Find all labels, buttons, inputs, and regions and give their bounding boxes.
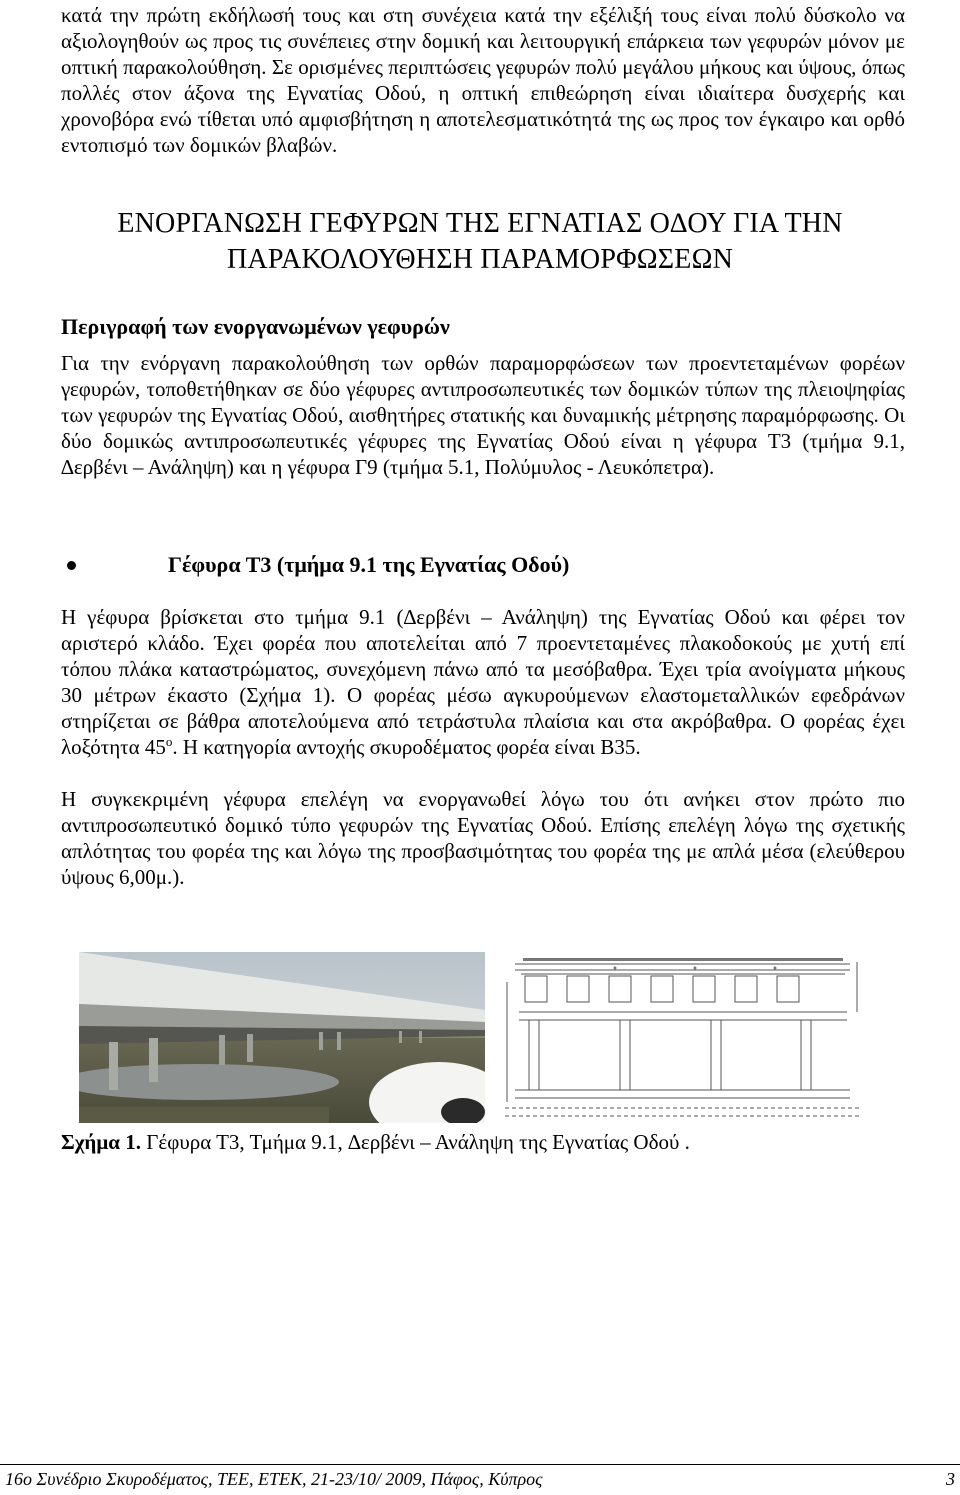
- section-heading-line2: ΠΑΡΑΚΟΛΟΥΘΗΣΗ ΠΑΡΑΜΟΡΦΩΣΕΩΝ: [226, 244, 734, 275]
- description-paragraph: Για την ενόργανη παρακολούθηση των ορθών παραμορφώσεων των προεντεταμένων φορέων γεφυρών, τοποθετήθηκαν σε δύο γέφυρες αντιπροσωπευτικές των δομικών τύπων της πλειοψηφίας των γεφυρών της Εγνατίας Οδού, αισθητήρες στατικής και δυναμικής μέτρησης παραμόρφωσης. Οι δύο δομικώς αντιπροσωπευτικές γέφυρες της Εγνατίας Οδού είναι η γέφυρα Τ3 (τμήμα 9.1, ∆ερβένι – Ανάληψη) και η γέφυρα Γ9 (τμήμα 5.1, Πολύμυλος - Λευκόπετρα).: [61, 351, 905, 479]
- bullet-title: Γέφυρα Τ3 (τμήμα 9.1 της Εγνατίας Οδού): [168, 552, 570, 577]
- page-number: 3: [946, 1469, 955, 1489]
- intro-paragraph: κατά την πρώτη εκδήλωσή τους και στη συνέχεια κατά την εξέλιξή τους είναι πολύ δύσκολο να αξιολογηθούν ως προς τις συνέπειες στην δομική και λειτουργική επάρκεια των γεφυρών μόνον με οπτική παρακολούθηση. Σε ορισμένες περιπτώσεις γεφυρών πολύ μεγάλου μήκους και ύψους, όπως πολλές στον άξονα της Εγνατίας Οδού, η οπτική επιθεώρηση είναι ιδιαίτερα δυσχερής και χρονοβόρα ενώ τίθεται υπό αμφισβήτηση η αποτελεσματικότητά της ως προς τον έγκαιρο και ορθό εντοπισμό των δομικών βλαβών.: [61, 3, 905, 157]
- bridge-paragraph-tail: . Η κατηγορία αντοχής σκυροδέματος φορέα είναι Β35.: [172, 735, 641, 759]
- caption-label: Σχήμα 1.: [61, 1130, 141, 1154]
- bullet-dot-icon: [67, 561, 76, 570]
- figure-caption: [61, 1130, 690, 1155]
- caption-text: Γέφυρα Τ3, Τμήμα 9.1, ∆ερβένι – Ανάληψη της Εγνατίας Οδού .: [140, 1130, 690, 1154]
- selection-paragraph: Η συγκεκριμένη γέφυρα επελέγη να ενοργανωθεί λόγω του ότι ανήκει στον πρώτο πιο αντιπροσωπευτικό δομικό τύπο γεφυρών της Εγνατίας Οδού. Επίσης επελέγη λόγω της σχετικής απλότητας του φορέα της και λόγω της προσβασιμότητας του φορέα της με απλά μέσα (ελεύθερου ύψους 6,00μ.).: [61, 787, 905, 889]
- bullet-item: [61, 552, 905, 582]
- footer-divider: [0, 1464, 960, 1465]
- footer-conference: 16ο Συνέδριο Σκυροδέματος, ΤΕΕ, ΕΤΕΚ, 21-23/10/ 2009, Πάφος, Κύπρος: [5, 1469, 543, 1489]
- subheading: Περιγραφή των ενοργανωμένων γεφυρών: [61, 314, 450, 339]
- bridge-cross-section-drawing: [495, 952, 868, 1123]
- bridge-paragraph-text: Η γέφυρα βρίσκεται στο τμήμα 9.1 (∆ερβένι – Ανάληψη) της Εγνατίας Οδού και φέρει τον αριστερό κλάδο. Έχει φορέα που αποτελείται από 7 προεντεταμένες πλακοδοκούς με χυτή επί τόπου πλάκα καταστρώματος, συνεχόμενη πάνω από τα μεσόβαθρα. Έχει τρία ανοίγματα μήκους 30 μέτρων έκαστο (Σχήμα 1). Ο φορέας μέσω αγκυρούμενων ελαστομεταλλικών εφεδράνων στηρίζεται σε βάθρα αποτελούμενα από τετράστυλα πλαίσια και στα ακρόβαθρα. Ο φορέας έχει λοξότητα 45: [61, 605, 905, 759]
- section-heading: [40, 206, 920, 278]
- section-heading-line1: ΕΝΟΡΓΑΝΩΣΗ ΓΕΦΥΡΩΝ ΤΗΣ ΕΓΝΑΤΙΑΣ Ο∆ΟΥ ΓΙΑ ΤΗΝ: [117, 208, 843, 239]
- bridge-photo: [79, 952, 485, 1123]
- degree-superscript: ο: [165, 734, 173, 749]
- bridge-paragraph: [61, 604, 905, 760]
